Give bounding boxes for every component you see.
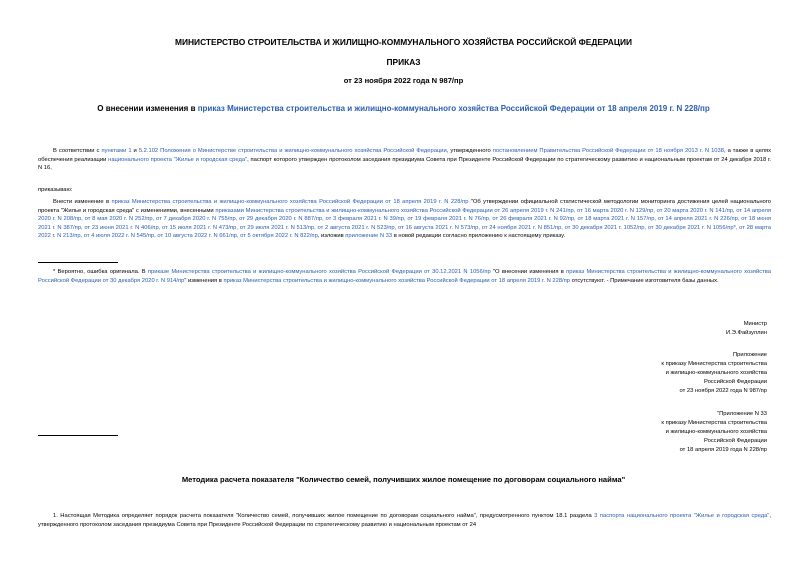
appendix-block [661, 351, 767, 396]
appendix-line: и жилищно-коммунального хозяйства [665, 370, 767, 376]
appendix33-line: "Приложение N 33 [717, 411, 767, 417]
ministry-heading: МИНИСТЕРСТВО СТРОИТЕЛЬСТВА И ЖИЛИЩНО-КОММУНАЛЬНОГО ХОЗЯЙСТВА РОССИЙСКОЙ ФЕДЕРАЦИИ [175, 37, 632, 47]
preamble-text: , а также в целях обеспечения реализации [38, 148, 772, 163]
points-link[interactable]: пунктами 1 [101, 148, 132, 154]
footnote-link-228[interactable]: приказ Министерства строительства и жилищно-коммунального хозяйства Российской Федерации от 18 апреля 2019 г. N 228/пр [223, 277, 571, 284]
signature-title: Министр [743, 321, 767, 327]
appendix-line: от 23 ноября 2022 года N 987/пр [679, 388, 767, 394]
footnote-text: отсутствуют. - Примечание изготовителя базы данных. [570, 277, 719, 284]
appendix33-line: и жилищно-коммунального хозяйства [665, 429, 767, 435]
appendix33-line: к приказу Министерства строительства [661, 420, 767, 426]
footnote-link-1056[interactable]: приказе Министерства строительства и жилищно-коммунального хозяйства Российской Федерации от 30.12.2021 N 1056/пр [147, 269, 491, 275]
preamble-text: и [131, 148, 139, 154]
order-text: Внести изменение в [53, 199, 112, 205]
order-text: "Об утверждении официальной статистической методологии мониторинга достижения целей национального проекта "Жилье и городская среда" с изменениями, внесенными [38, 199, 771, 214]
document-type: ПРИКАЗ [386, 57, 421, 67]
footnote-link-914[interactable]: приказ Министерства строительства и жилищно-коммунального хозяйства Российской Федерации от 30 декабря 2020 г. N 914/пр [38, 269, 771, 284]
document-subject [0, 104, 807, 113]
resolution-link[interactable]: постановлением Правительства Российской Федерации от 18 ноября 2013 г. N 1038 [492, 148, 724, 154]
method-text: , утвержденного протоколом заседания президиума Совета при Президенте Российской Федерации по стратегическому развитию и национальным проектам от 24 [38, 513, 771, 528]
amended-order-link[interactable]: приказ Министерства строительства и жилищно-коммунального хозяйства Российской Федерации от 18 апреля 2019 г. N 228/пр [111, 199, 469, 205]
appendix33-link[interactable]: приложение N 33 [345, 233, 393, 240]
order-paragraph [38, 198, 771, 241]
preamble-text: В соответствии с [53, 148, 102, 154]
preamble-text: , паспорт которого утвержден протоколом заседания президиума Совета при Президенте Российской Федерации по стратегическому развитию и национальным проектам от 24 декабря 2018 г. N 16, [38, 156, 772, 172]
order-text: в новой редакции согласно приложению к настоящему приказу. [392, 233, 566, 240]
preamble-text: , утвержденного [446, 148, 493, 154]
signature-block [726, 320, 767, 338]
footnote-text: * Вероятно, ошибка оригинала. В [53, 269, 148, 275]
preamble-paragraph [38, 147, 771, 173]
national-project-link[interactable]: национального проекта "Жилье и городская среда" [108, 156, 248, 163]
appendix-line: Приложение [732, 352, 767, 358]
amending-orders-link[interactable]: приказами Министерства строительства и жилищно-коммунального хозяйства Российской Федерации от 26 апреля 2019 г. N 241/пр, от 16 марта 2020 г. N 129/пр, от 20 марта 2020 г. N 141/пр, от 14 апреля 2020 г. N 208/пр, от 8 мая 2020 г. N 252/пр, от 7 декабря 2020 г. N 755/пр, от 29 декабря 2020 г. N 887/пр, от 3 февраля 2021 г. N 39/пр, от 19 февраля 2021 г. N 76/пр, от 26 февраля 2021 г. N 92/пр, от 18 марта 2021 г. N 157/пр, от 14 апреля 2021 г. N 226/пр, от 18 июня 2021 г. N 387/пр, от 23 июня 2021 г. N 406/пр, от 15 июля 2021 г. N 473/пр, от 29 июля 2021 г. N 513/пр, от 2 августа 2021 г. N 523/пр, от 16 августа 2021 г. N 573/пр, от 24 ноября 2021 г. N 851/пр, от 30 декабря 2021 г. 1052/пр, от 30 декабря 2021 г. N 1056/пр*, от 28 марта 2022 г. N 213/пр, от 4 июля 2022 г. N 545/пр, от 10 августа 2022 г. N 661/пр, от 5 октября 2022 г. N 822/пр [38, 207, 772, 240]
subject-text: О внесении изменения в [97, 104, 198, 113]
method-text: 1. Настоящая Методика определяет порядок расчета показателя "Количество семей, получивших жилое помещение по договорам социального найма", предусмотренного пунктом 18.1 раздела [53, 513, 595, 519]
subject-link[interactable]: приказ Министерства строительства и жилищно-коммунального хозяйства Российской Федерации от 18 апреля 2019 г. N 228/пр [197, 104, 710, 113]
signature-name: И.Э.Файзуллин [726, 330, 767, 336]
order-word: приказываю: [38, 187, 73, 193]
footnote-text: "О внесении изменения в [490, 269, 567, 275]
method-title: Методика расчета показателя "Количество семей, получивших жилое помещение по договорам социального найма" [181, 475, 626, 484]
appendix33-line: от 18 апреля 2019 года N 228/пр [679, 447, 767, 453]
method-paragraph [38, 512, 771, 529]
appendix33-block [661, 410, 767, 455]
passport-link[interactable]: 3 паспорта национального проекта "Жилье и городская среда" [594, 513, 770, 519]
footnote-text: " изменения в [184, 277, 224, 284]
order-text: , изложив [317, 233, 346, 240]
appendix-line: к приказу Министерства строительства [661, 361, 767, 367]
footnote-divider [38, 262, 118, 263]
document-date-number: от 23 ноября 2022 года N 987/пр [343, 76, 464, 85]
appendix-divider [38, 435, 118, 436]
appendix33-line: Российской Федерации [703, 438, 767, 444]
appendix-line: Российской Федерации [703, 379, 767, 385]
footnote [38, 268, 771, 285]
regulation-link[interactable]: 5.2.102 Положения о Министерстве строительства и жилищно-коммунального хозяйства Российской Федерации [138, 148, 447, 154]
